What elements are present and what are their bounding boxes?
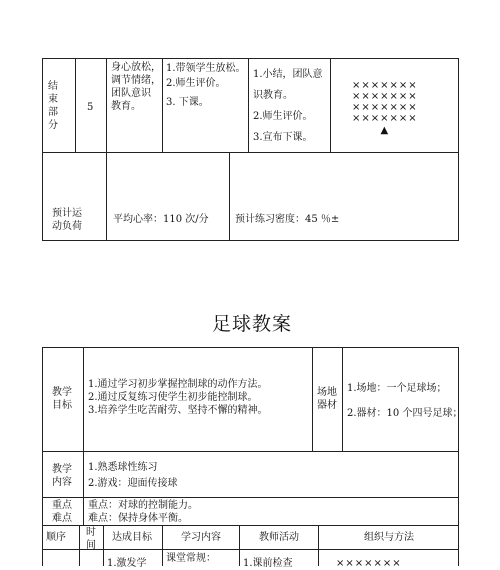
formation-diagram: [352, 80, 418, 136]
venue-list: [347, 382, 462, 420]
teacher-marker-icon: ▲: [380, 125, 390, 136]
venue-label: 场地 器材: [317, 387, 337, 411]
header-goal: 达成目标: [112, 532, 152, 543]
row-formation: ×××××××: [336, 558, 402, 569]
goals-list: [88, 378, 268, 417]
teacher-activity-cell: 1.带领学生放松。 2.师生评价。 3. 下课。: [166, 63, 246, 108]
key-points: [88, 499, 198, 525]
content-list: [88, 461, 178, 490]
key-point: 重点：对球的控制能力。: [88, 500, 198, 511]
formation-row: ×××××××: [352, 80, 418, 91]
header-study: 学习内容: [181, 532, 221, 543]
header-order: 顺序: [46, 532, 66, 543]
content-label: 教学 内容: [52, 464, 72, 488]
duration-value: 5: [87, 102, 94, 113]
goal-item: 2.通过反复练习使学生初步能控制球。: [88, 392, 258, 403]
venue-item: 2.器材：10 个四号足球；: [347, 408, 463, 419]
row-teacher: 1.课前检查: [243, 558, 293, 569]
formation-row: ×××××××: [352, 113, 418, 124]
formation-row: ×××××××: [352, 91, 418, 102]
venue-item: 1.场地：一个足球场；: [347, 383, 447, 394]
key-label: 重点 难点: [52, 500, 72, 524]
goal-item: 3.培养学生吃苦耐劳、坚持不懈的精神。: [88, 405, 268, 416]
goals-label: 教学 目标: [52, 387, 72, 411]
header-organization: 组织与方法: [364, 532, 414, 543]
goal-item: 1.通过学习初步掌握控制球的动作方法。: [88, 379, 268, 390]
load-label: 预计运 动负荷: [52, 208, 82, 232]
heart-rate: 平均心率：110 次/分: [113, 214, 209, 225]
header-teacher: 教师活动: [259, 532, 299, 543]
row-study: 课堂常规：: [166, 553, 216, 564]
page-title: 足球教案: [212, 313, 293, 335]
key-point: 难点：保持身体平衡。: [88, 513, 188, 524]
section-label: 结 束 部 分: [48, 81, 58, 131]
formation-row: ×××××××: [352, 102, 418, 113]
exercise-density: 预计练习密度：45 ％±: [235, 214, 340, 225]
row-goal: 1.激发学: [107, 558, 147, 569]
content-item: 2.游戏：迎面传接球: [88, 478, 178, 489]
header-time: 时 间: [86, 527, 96, 551]
content-item: 1.熟悉球性练习: [88, 462, 158, 473]
student-activity-cell: 1.小结，团队意 识教育。 2.师生评价。 3.宣布下课。: [253, 69, 323, 143]
goal-cell: 身心放松， 调节情绪， 团队意识 教育。: [111, 62, 161, 112]
